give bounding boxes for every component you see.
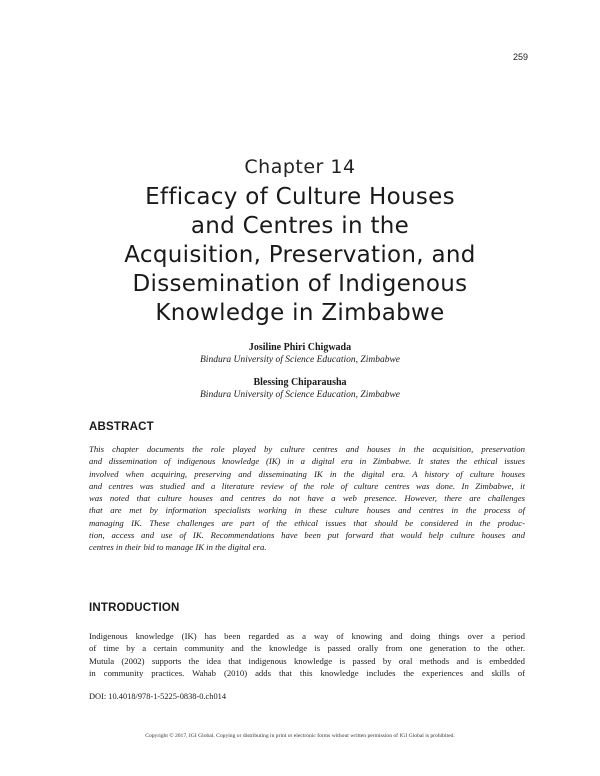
- abstract-line: involved when acquiring, preserving and disseminating IK in the digital era. A history of culture houses: [89, 468, 525, 479]
- copyright-notice: Copyright © 2017, IGI Global. Copying or distributing in print or electronic forms without written permission of IGI Global is prohibited.: [145, 733, 455, 739]
- chapter-title-line: Acquisition, Preservation, and: [124, 242, 476, 268]
- abstract-line: tion, access and use of IK. Recommendations have been put forward that would help culture houses and: [89, 530, 525, 541]
- author-name: Blessing Chiparausha: [253, 377, 347, 388]
- chapter-title-line: Dissemination of Indigenous: [132, 271, 468, 297]
- introduction-text: [89, 630, 525, 680]
- abstract-line: managing IK. These challenges are part of the ethical issues that should be considered in the produc-: [89, 517, 525, 528]
- chapter-title-line: and Centres in the: [190, 213, 410, 239]
- author-block-1: [0, 342, 600, 366]
- chapter-title-line: Knowledge in Zimbabwe: [155, 300, 445, 326]
- abstract-line: This chapter documents the role played by culture centres and houses in the acquisition, preservation: [89, 444, 525, 454]
- chapter-title: [40, 183, 560, 328]
- author-affiliation: Bindura University of Science Education, Zimbabwe: [200, 390, 400, 400]
- author-affiliation: Bindura University of Science Education, Zimbabwe: [200, 355, 400, 365]
- doi: DOI: 10.4018/978-1-5225-0838-0.ch014: [89, 692, 227, 701]
- abstract-line: and centres was studied and a literature review of the role of culture centres was done. In Zimbabwe, it: [89, 480, 525, 491]
- abstract-line: centres in their bid to manage IK in the digital era.: [89, 542, 267, 553]
- abstract-heading: ABSTRACT: [89, 421, 154, 433]
- introduction-line: Mutula (2002) supports the idea that indigenous knowledge is passed by oral methods and is embedded: [89, 655, 525, 666]
- page-number: 259: [512, 52, 528, 62]
- abstract-line: was noted that culture houses and centres do not have a web presence. However, there are challenges: [89, 493, 525, 504]
- abstract-text: [89, 443, 525, 554]
- introduction-line: Indigenous knowledge (IK) has been regarded as a way of knowing and doing things over a period: [89, 631, 525, 641]
- chapter-label: Chapter 14: [244, 156, 356, 178]
- abstract-line: that are met by information specialists working in these culture houses and centres in the process of: [89, 505, 525, 516]
- chapter-title-line: Efficacy of Culture Houses: [145, 184, 455, 210]
- author-name: Josiline Phiri Chigwada: [248, 342, 352, 353]
- author-block-2: [0, 377, 600, 401]
- introduction-line: of time by a certain community and the knowledge is passed orally from one generation to the other.: [89, 643, 525, 654]
- introduction-line: in community practices. Wahab (2010) adds that this knowledge includes the experiences and skills of: [89, 668, 525, 679]
- abstract-line: and dissemination of indigenous knowledge (IK) in a digital era in Zimbabwe. It states the ethical issues: [89, 456, 525, 467]
- introduction-heading: INTRODUCTION: [89, 602, 180, 614]
